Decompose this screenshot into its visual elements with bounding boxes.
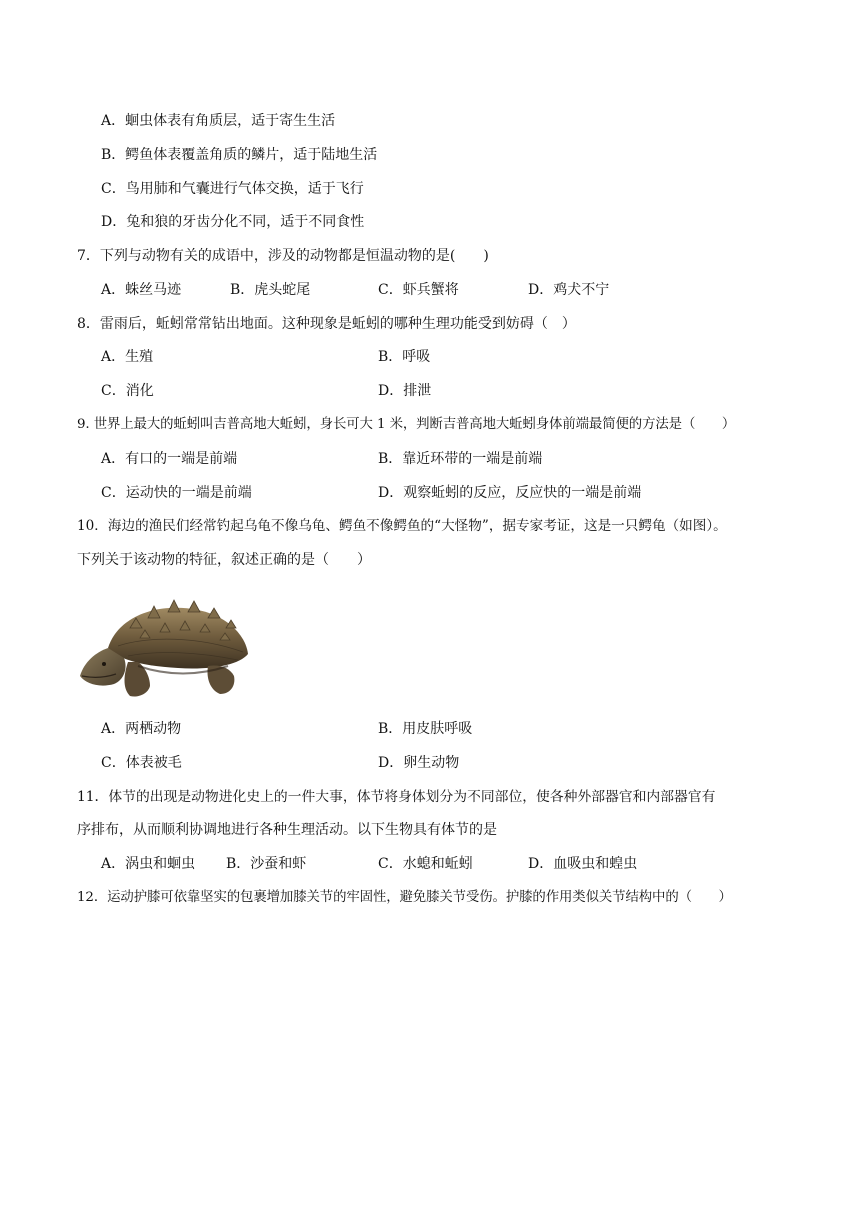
- q10-option-a: A．两栖动物: [101, 721, 182, 737]
- q9-option-d: D．观察蚯蚓的反应，反应快的一端是前端: [378, 485, 642, 501]
- q10-option-c: C．体表被毛: [101, 755, 182, 771]
- q8-stem: 8．雷雨后，蚯蚓常常钻出地面。这种现象是蚯蚓的哪种生理功能受到妨碍（ ）: [77, 316, 576, 332]
- q8-option-b: B．呼吸: [378, 349, 431, 365]
- q11-stem-line1: 11．体节的出现是动物进化史上的一件大事，体节将身体划分为不同部位，使各种外部器官和内部器官有: [77, 789, 716, 805]
- q6-option-b: B．鳄鱼体表覆盖角质的鳞片，适于陆地生活: [101, 147, 378, 163]
- q11-option-d: D．血吸虫和蝗虫: [528, 856, 638, 872]
- q8-option-a: A．生殖: [101, 349, 154, 365]
- q7-option-c: C．虾兵蟹将: [378, 282, 459, 298]
- q6-option-c: C．鸟用肺和气囊进行气体交换，适于飞行: [101, 181, 364, 197]
- q7-option-b: B．虎头蛇尾: [230, 282, 311, 298]
- q11-stem-line2: 序排布，从而顺利协调地进行各种生理活动。以下生物具有体节的是: [77, 822, 497, 838]
- q7-option-d: D．鸡犬不宁: [528, 282, 610, 298]
- q7-option-a: A．蛛丝马迹: [101, 282, 182, 298]
- q11-option-a: A．涡虫和蛔虫: [101, 856, 196, 872]
- q9-option-a: A．有口的一端是前端: [101, 451, 238, 467]
- q7-stem: 7．下列与动物有关的成语中，涉及的动物都是恒温动物的是( ): [77, 248, 489, 264]
- q9-option-b: B．靠近环带的一端是前端: [378, 451, 543, 467]
- alligator-snapping-turtle-image: [78, 596, 254, 700]
- q10-stem-line1: 10．海边的渔民们经常钓起乌龟不像乌龟、鳄鱼不像鳄鱼的“大怪物”，据专家考证，这是一只鳄龟（如图）。: [77, 518, 727, 534]
- q9-option-c: C．运动快的一端是前端: [101, 485, 252, 501]
- q12-stem: 12．运动护膝可依靠坚实的包裹增加膝关节的牢固性，避免膝关节受伤。护膝的作用类似关节结构中的（ ）: [77, 890, 732, 905]
- q10-stem-line2: 下列关于该动物的特征，叙述正确的是（ ）: [77, 552, 371, 568]
- q9-stem: 9. 世界上最大的蚯蚓叫吉普高地大蚯蚓，身长可大 1 米，判断吉普高地大蚯蚓身体前端最简便的方法是（ ）: [77, 417, 736, 432]
- q8-option-d: D．排泄: [378, 383, 432, 399]
- q11-option-b: B．沙蚕和虾: [226, 856, 307, 872]
- q10-option-b: B．用皮肤呼吸: [378, 721, 473, 737]
- q10-option-d: D．卵生动物: [378, 755, 460, 771]
- q11-option-c: C．水螅和蚯蚓: [378, 856, 473, 872]
- q6-option-d: D．兔和狼的牙齿分化不同，适于不同食性: [101, 214, 365, 230]
- q8-option-c: C．消化: [101, 383, 154, 399]
- q6-option-a: A．蛔虫体表有角质层，适于寄生生活: [101, 113, 336, 129]
